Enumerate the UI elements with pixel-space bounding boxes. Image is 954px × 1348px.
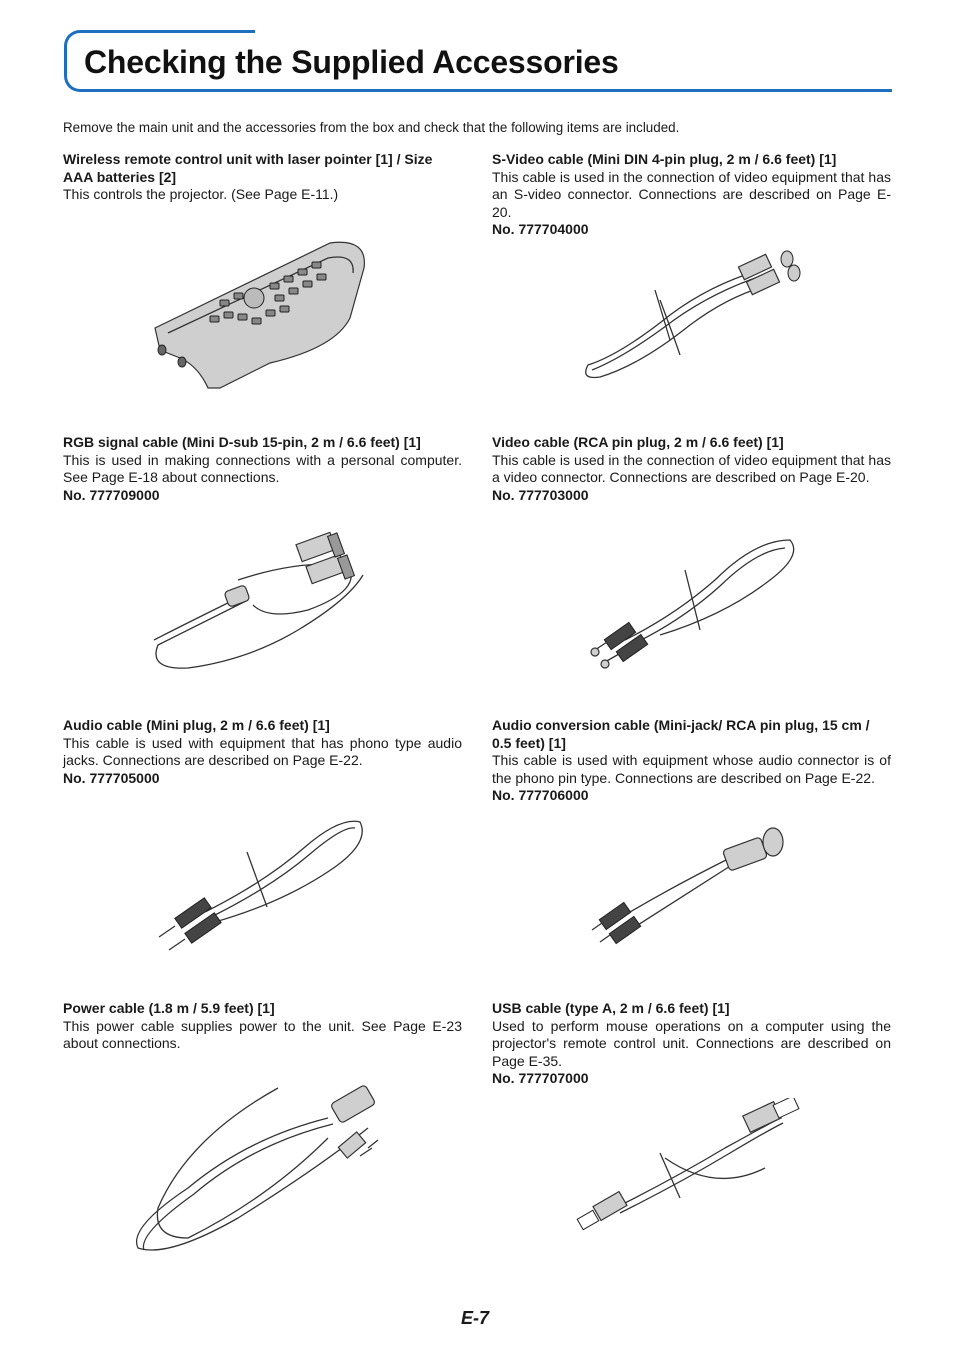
item-number: No. 777703000 (492, 486, 589, 503)
item-heading: USB cable (type A, 2 m / 6.6 feet) [1] (492, 1000, 730, 1016)
item-description: This is used in making connections with a personal computer. See Page E-18 about connections. (63, 451, 462, 485)
power-cable-illustration (128, 1078, 393, 1258)
accessory-audio-cable (63, 717, 462, 787)
page-number: E-7 (461, 1308, 490, 1328)
item-heading: Power cable (1.8 m / 5.9 feet) [1] (63, 1000, 275, 1016)
item-description: Used to perform mouse operations on a computer using the projector's remote control unit. Connections are described on Page E-35. (492, 1017, 891, 1069)
item-description: This controls the projector. (See Page E-11.) (63, 186, 339, 202)
item-heading: S-Video cable (Mini DIN 4-pin plug, 2 m / 6.6 feet) [1] (492, 151, 837, 167)
accessory-svideo-cable (492, 151, 891, 239)
item-description: This cable is used in the connection of video equipment that has a video connector. Connections are described on Page E-20. (492, 451, 891, 485)
accessory-usb-cable (492, 1000, 891, 1088)
item-description: This cable is used with equipment that has phono type audio jacks. Connections are described on Page E-22. (63, 734, 462, 768)
accessory-power-cable (63, 1000, 462, 1053)
audio-conversion-cable-illustration (590, 818, 790, 946)
rgb-cable-illustration (148, 520, 373, 680)
item-heading: Wireless remote control unit with laser pointer [1] / Size AAA batteries [2] (63, 151, 433, 185)
item-number: No. 777705000 (63, 769, 160, 786)
item-description: This cable is used with equipment whose audio connector is of the phono pin type. Connections are described on Page E-22. (492, 752, 891, 786)
svideo-cable-illustration (580, 245, 805, 385)
intro-text: Remove the main unit and the accessories from the box and check that the following items are included. (63, 120, 680, 135)
accessory-audio-conversion-cable (492, 717, 891, 805)
item-description: This power cable supplies power to the unit. See Page E-23 about connections. (63, 1017, 462, 1051)
page-title: Checking the Supplied Accessories (84, 44, 619, 80)
video-cable-illustration (585, 530, 805, 675)
item-number: No. 777704000 (492, 221, 589, 237)
accessory-remote-control (63, 151, 462, 204)
item-heading: RGB signal cable (Mini D-sub 15-pin, 2 m / 6.6 feet) [1] (63, 434, 421, 450)
item-number: No. 777707000 (492, 1070, 589, 1086)
item-number: No. 777706000 (492, 787, 589, 803)
item-description: This cable is used in the connection of video equipment that has an S-video connector. Connections are described on Page E-20. (492, 168, 891, 220)
item-heading: Video cable (RCA pin plug, 2 m / 6.6 feet) [1] (492, 434, 784, 450)
audio-cable-illustration (155, 812, 370, 952)
item-number: No. 777709000 (63, 486, 160, 503)
item-heading: Audio cable (Mini plug, 2 m / 6.6 feet) [1] (63, 717, 330, 733)
usb-cable-illustration (575, 1098, 805, 1244)
accessory-rgb-cable (63, 434, 462, 504)
item-heading: Audio conversion cable (Mini-jack/ RCA pin plug, 15 cm / 0.5 feet) [1] (492, 717, 870, 751)
remote-control-illustration (150, 238, 372, 396)
accessory-video-cable (492, 434, 891, 504)
